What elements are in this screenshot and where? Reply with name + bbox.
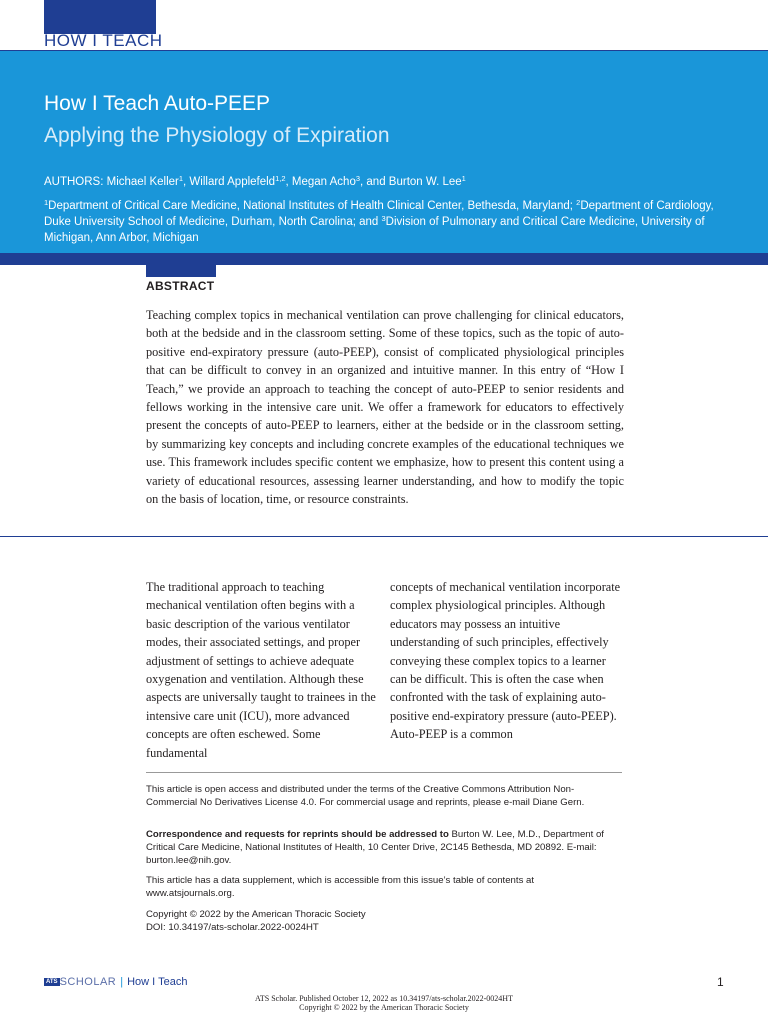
author-separator: , and xyxy=(360,176,389,188)
affiliation-mark: 1 xyxy=(44,198,49,207)
body-column-right: concepts of mechanical ventilation incorporate complex physiological principles. Although educators may possess an intuitive understanding of such principles, effectively conveying these complex topics to a learner can be difficult. This is often the case when confronted with the task of explaining auto-positive end-expiratory pressure (auto-PEEP). Auto-PEEP is a common xyxy=(390,580,621,742)
footer-divider: | xyxy=(120,976,124,988)
copyright-text: Copyright © 2022 by the American Thoracic Society xyxy=(146,909,366,920)
section-label: HOW I TEACH xyxy=(44,31,163,50)
correspondence-note xyxy=(146,828,624,867)
authors-prefix: AUTHORS: xyxy=(44,176,107,188)
author-separator: , xyxy=(285,176,292,188)
body-column-left: The traditional approach to teaching mechanical ventilation often begins with a basic description of the various ventilator modes, their associated settings, and proper adjustment of settings to achieve adequate oxygenation and ventilation. Although these aspects are universally taught to trainees in the intensive care unit (ICU), more advanced concepts are often eschewed. Some fundamental xyxy=(146,580,376,760)
author-affiliation-mark: 1,2 xyxy=(275,174,286,183)
copyright-stamp: Copyright © 2022 by the American Thoracic Society xyxy=(299,1003,469,1012)
scholar-wordmark: SCHOLAR xyxy=(59,976,117,988)
footnote-divider xyxy=(146,772,622,773)
author-affiliation-mark: 1 xyxy=(461,174,466,183)
ats-logo-mark: ATS xyxy=(46,979,58,985)
abstract-heading: ABSTRACT xyxy=(146,279,215,293)
header-tab-decoration xyxy=(44,0,156,34)
copyright-block xyxy=(146,908,624,934)
article-subtitle: Applying the Physiology of Expiration xyxy=(44,124,390,147)
article-title: How I Teach Auto-PEEP xyxy=(44,92,271,115)
author-affiliation-mark: 3 xyxy=(355,174,361,183)
affiliation-mark: 3 xyxy=(381,214,386,223)
abstract-text: Teaching complex topics in mechanical ventilation can prove challenging for clinical educators, both at the bedside and in the classroom setting. Some of these topics, such as the topic of auto-positive end-expiratory pressure (auto-PEEP), consist of complicated physiological principles that can be difficult to convey in an organized and intuitive manner. In this entry of “How I Teach,” we provide an approach to teaching the concept of auto-PEEP to senior residents and fellows working in the intensive care unit. We offer a framework for educators to effectively present the concepts of auto-PEEP to learners, either at the bedside or in the classroom setting, by summarizing key concepts and including concrete examples of the educational techniques we use. This framework includes specific content we emphasize, how to present this content using a variety of educational resources, assessing learner understanding, and how to modify the topic on the basis of location, time, or resource constraints. xyxy=(146,308,624,507)
author-name: Michael Keller xyxy=(106,176,179,188)
page-number: 1 xyxy=(717,975,724,989)
author-affiliation-mark: 1 xyxy=(178,174,184,183)
doi-text: DOI: 10.34197/ats-scholar.2022-0024HT xyxy=(146,922,319,933)
affiliation-text: Department of Critical Care Medicine, National Institutes of Health Clinical Center, Bethesda, Maryland; xyxy=(48,200,577,212)
publication-stamp: ATS Scholar. Published October 12, 2022 as 10.34197/ats-scholar.2022-0024HT xyxy=(255,994,513,1003)
banner-bottom-bar xyxy=(0,253,768,265)
affiliation-text: Department of Cardiology, Duke University School of Medicine, Durham, North Carolina; and xyxy=(44,200,714,228)
author-name: Willard Applefeld xyxy=(189,176,276,188)
author-name: Megan Acho xyxy=(291,176,356,188)
correspondence-text: Burton W. Lee, M.D., Department of Critical Care Medicine, National Institutes of Health, 10 Center Drive, 2C145 Bethesda, MD 20892. E-mail: burton.lee@nih.gov. xyxy=(146,829,604,866)
footer-section: How I Teach xyxy=(127,976,188,988)
author-name: Burton W. Lee xyxy=(388,176,462,188)
affiliation-mark: 2 xyxy=(576,198,581,207)
author-separator: , xyxy=(183,176,190,188)
affiliations xyxy=(44,198,734,246)
abstract-tab-decoration xyxy=(146,265,216,277)
license-note: This article is open access and distributed under the terms of the Creative Commons Attribution Non-Commercial No Derivatives License 4.0. For commercial usage and reprints, please e-mail Diane Gern. xyxy=(146,784,585,808)
abstract-divider xyxy=(0,536,768,537)
journal-logo xyxy=(44,976,187,988)
supplement-note: This article has a data supplement, which is accessible from this issue’s table of contents at www.atsjournals.org. xyxy=(146,875,535,899)
author-line xyxy=(44,176,466,188)
affiliation-text: Division of Pulmonary and Critical Care Medicine, University of Michigan, Ann Arbor, Michigan xyxy=(44,216,705,244)
correspondence-label: Correspondence and requests for reprints should be addressed to xyxy=(146,829,449,840)
